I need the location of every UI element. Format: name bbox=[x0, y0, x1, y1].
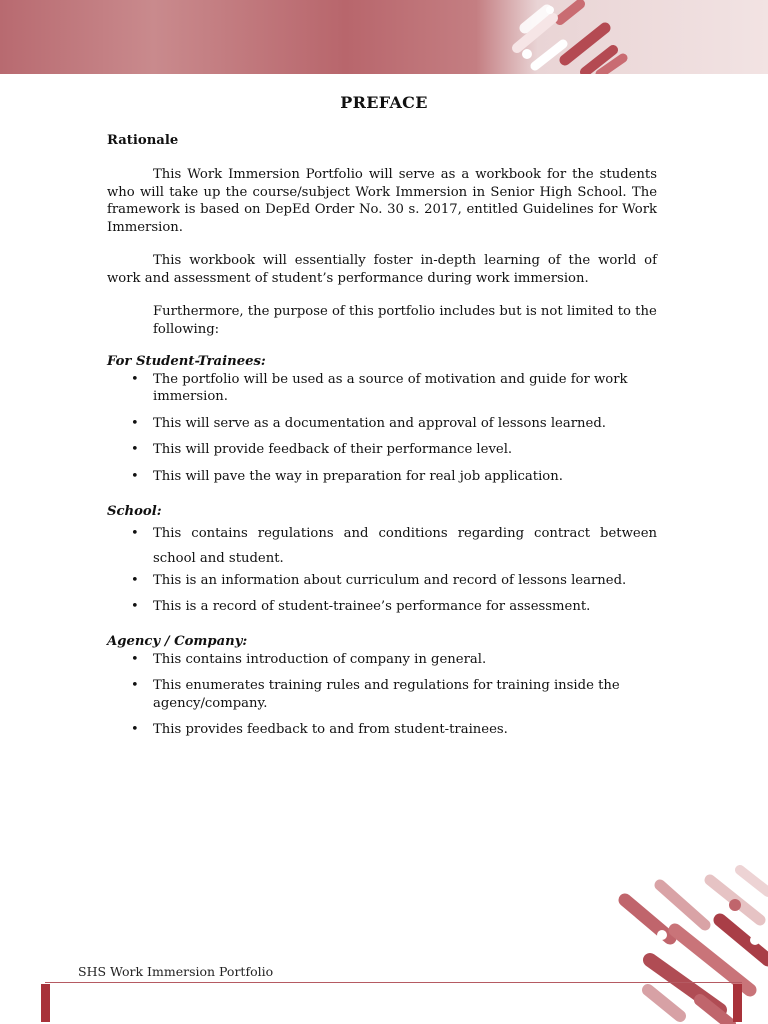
list-item: • This will provide feedback of their performance level. bbox=[131, 442, 513, 457]
rationale-heading: Rationale bbox=[107, 133, 179, 148]
bullet-icon: • bbox=[131, 442, 139, 457]
footer-accent-left bbox=[41, 984, 50, 1022]
bullet-icon: • bbox=[131, 371, 139, 387]
bullet-icon: • bbox=[131, 599, 139, 614]
bullet-icon: • bbox=[131, 415, 139, 431]
list-item: • The portfolio will be used as a source of motivation and guide for work immersion. bbox=[131, 371, 628, 404]
list-item: • This enumerates training rules and regulations for training inside the agency/company. bbox=[131, 678, 620, 711]
bullet-list bbox=[107, 651, 657, 739]
section-heading: For Student-Trainees: bbox=[107, 354, 266, 369]
bullet-list bbox=[107, 521, 657, 616]
section-school bbox=[107, 503, 657, 625]
bullet-icon: • bbox=[131, 651, 139, 667]
paragraph-1: This Work Immersion Portfolio will serve as a workbook for the students who will take up the course/subject Work Immersion in Senior High School. The framework is based on DepEd Order No. 30 s. 2017, entitled Guidelines for Work Immersion. bbox=[107, 167, 657, 235]
list-item: • This is a record of student-trainee’s performance for assessment. bbox=[131, 599, 591, 614]
footer-title: SHS Work Immersion Portfolio bbox=[78, 964, 274, 979]
paragraph-3: Furthermore, the purpose of this portfolio includes but is not limited to the following: bbox=[153, 304, 657, 337]
page-title: PREFACE bbox=[340, 93, 428, 112]
bullet-icon: • bbox=[131, 525, 139, 541]
section-student-trainees bbox=[107, 353, 657, 494]
list-item: • This will pave the way in preparation for real job application. bbox=[131, 468, 563, 484]
section-heading: Agency / Company: bbox=[107, 634, 248, 649]
list-item: • This contains introduction of company in general. bbox=[131, 651, 487, 667]
bullet-icon: • bbox=[131, 468, 139, 484]
bullet-icon: • bbox=[131, 722, 139, 737]
bullet-list bbox=[107, 371, 657, 486]
list-item: • This is an information about curriculum and record of lessons learned. bbox=[131, 572, 627, 588]
list-item: • This contains regulations and conditions regarding contract between school and student. bbox=[107, 521, 657, 571]
section-heading: School: bbox=[107, 504, 162, 519]
list-item: • This will serve as a documentation and approval of lessons learned. bbox=[131, 415, 606, 431]
section-agency-company bbox=[107, 633, 657, 748]
footer-divider bbox=[45, 982, 742, 983]
rationale-section bbox=[107, 132, 657, 150]
paragraph-2-block bbox=[107, 252, 657, 287]
paragraph-2: This workbook will essentially foster in-depth learning of the world of work and assessment of student’s performance during work immersion. bbox=[107, 253, 657, 286]
paragraph-3-block bbox=[107, 303, 657, 338]
header-decoration bbox=[505, 0, 768, 74]
footer-decoration bbox=[600, 860, 768, 1024]
bullet-icon: • bbox=[131, 678, 139, 693]
bullet-icon: • bbox=[131, 572, 139, 588]
footer-accent-right bbox=[733, 984, 742, 1022]
paragraph-1-block bbox=[107, 166, 657, 236]
list-item: • This provides feedback to and from student-trainees. bbox=[131, 722, 508, 737]
